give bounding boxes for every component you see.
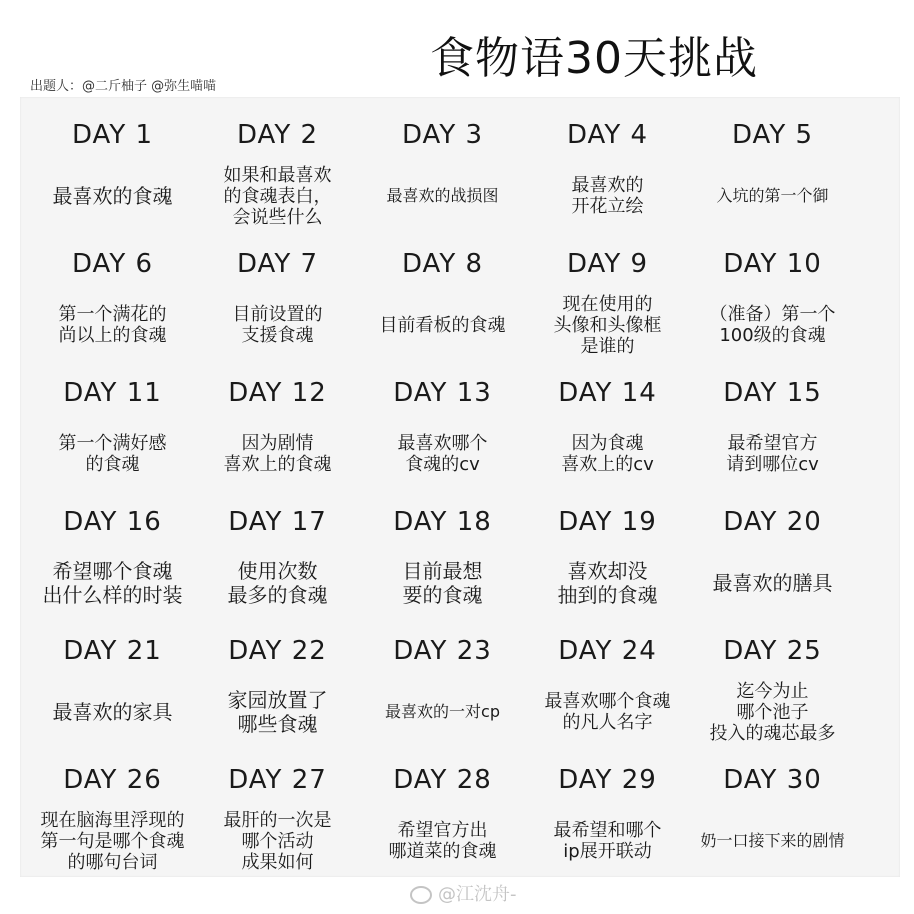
prompt-line: 最喜欢的	[571, 175, 644, 196]
day-cell	[360, 112, 525, 241]
day-cell	[525, 241, 690, 370]
prompt-line: 现在使用的	[562, 293, 653, 315]
day-cell	[690, 757, 855, 886]
prompt-line: 希望哪个食魂	[52, 559, 173, 583]
day-prompt	[34, 160, 191, 232]
prompt-line: 成果如何	[241, 851, 314, 873]
day-label: DAY 13	[393, 378, 492, 408]
day-prompt	[529, 160, 686, 232]
prompt-line: 奶一口接下来的剧情	[700, 831, 845, 850]
prompt-line: 喜欢上的食魂	[223, 454, 332, 475]
prompt-line: 最多的食魂	[227, 583, 328, 607]
day-label: DAY 19	[558, 507, 657, 537]
day-prompt	[34, 418, 191, 490]
prompt-line: ip展开联动	[563, 841, 652, 862]
prompt-line: 目前看板的食魂	[379, 314, 506, 336]
prompt-line: 哪道菜的食魂	[388, 841, 497, 862]
weibo-icon	[410, 886, 432, 904]
prompt-line: 最喜欢哪个食魂	[544, 691, 671, 712]
day-cell	[360, 499, 525, 628]
day-cell	[195, 628, 360, 757]
prompt-line: 哪个池子	[736, 701, 809, 723]
day-cell	[30, 757, 195, 886]
prompt-line: 请到哪位cv	[726, 454, 819, 475]
day-cell	[30, 241, 195, 370]
day-prompt	[199, 289, 356, 361]
prompt-line: 的哪句台词	[67, 851, 158, 873]
day-cell	[525, 628, 690, 757]
day-cell	[30, 628, 195, 757]
prompt-line: 哪个活动	[241, 830, 314, 852]
day-cell	[690, 628, 855, 757]
day-cell	[195, 370, 360, 499]
day-label: DAY 1	[71, 120, 154, 150]
day-label: DAY 16	[63, 507, 162, 537]
day-label: DAY 12	[228, 378, 327, 408]
day-label: DAY 25	[723, 636, 822, 666]
day-prompt	[364, 418, 521, 490]
day-cell	[30, 112, 195, 241]
prompt-line: （准备）第一个	[709, 304, 836, 325]
prompt-line: 最喜欢哪个	[397, 433, 488, 454]
prompt-line: 最喜欢的食魂	[52, 184, 173, 208]
day-cell	[360, 370, 525, 499]
day-label: DAY 20	[723, 507, 822, 537]
prompt-line: 目前最想	[402, 559, 483, 583]
day-prompt	[694, 160, 851, 232]
day-cell	[525, 112, 690, 241]
day-prompt	[34, 547, 191, 619]
day-prompt	[529, 547, 686, 619]
prompt-line: 尚以上的食魂	[58, 325, 167, 346]
prompt-line: 支援食魂	[241, 325, 314, 346]
day-label: DAY 15	[723, 378, 822, 408]
day-prompt	[529, 289, 686, 361]
prompt-line: 会说些什么	[232, 206, 323, 228]
day-cell	[690, 241, 855, 370]
day-cell	[195, 112, 360, 241]
day-label: DAY 5	[731, 120, 814, 150]
day-prompt	[199, 805, 356, 877]
day-prompt	[694, 805, 851, 877]
prompt-line: 食魂的cv	[405, 454, 480, 475]
day-cell	[525, 757, 690, 886]
day-cell	[690, 499, 855, 628]
prompt-line: 希望官方出	[397, 820, 488, 841]
day-prompt	[529, 676, 686, 748]
prompt-line: 入坑的第一个御	[716, 186, 829, 205]
day-prompt	[199, 547, 356, 619]
prompt-line: 目前设置的	[232, 304, 323, 325]
prompt-line: 最希望官方	[727, 433, 818, 454]
prompt-line: 因为食魂	[571, 433, 644, 454]
prompt-line: 第一个满好感	[58, 433, 167, 454]
day-prompt	[34, 676, 191, 748]
day-label: DAY 26	[63, 765, 162, 795]
day-prompt	[364, 160, 521, 232]
day-label: DAY 17	[228, 507, 327, 537]
day-cell	[30, 499, 195, 628]
prompt-line: 因为剧情	[241, 433, 314, 454]
prompt-line: 哪些食魂	[237, 712, 318, 736]
prompt-line: 是谁的	[580, 335, 635, 357]
challenge-grid	[30, 112, 855, 886]
day-cell	[360, 241, 525, 370]
prompt-line: 喜欢上的cv	[561, 454, 654, 475]
day-label: DAY 11	[63, 378, 162, 408]
prompt-line: 100级的食魂	[719, 325, 826, 346]
day-label: DAY 22	[228, 636, 327, 666]
page-title: 食物语30天挑战	[430, 33, 758, 84]
day-prompt	[199, 418, 356, 490]
day-prompt	[694, 547, 851, 619]
day-label: DAY 10	[723, 249, 822, 279]
prompt-line: 现在脑海里浮现的	[40, 809, 185, 831]
day-prompt	[199, 160, 356, 232]
day-label: DAY 30	[723, 765, 822, 795]
day-prompt	[34, 805, 191, 877]
day-cell	[195, 241, 360, 370]
prompt-line: 第一个满花的	[58, 304, 167, 325]
day-label: DAY 24	[558, 636, 657, 666]
weibo-watermark	[410, 880, 517, 906]
day-cell	[690, 370, 855, 499]
prompt-line: 第一句是哪个食魂	[40, 830, 185, 852]
day-label: DAY 14	[558, 378, 657, 408]
prompt-line: 的食魂	[85, 454, 140, 475]
day-label: DAY 6	[71, 249, 154, 279]
day-cell	[195, 499, 360, 628]
day-prompt	[199, 676, 356, 748]
prompt-line: 头像和头像框	[553, 314, 662, 336]
prompt-line: 如果和最喜欢	[223, 164, 332, 186]
watermark-text: @江沈舟-	[438, 884, 517, 905]
prompt-line: 要的食魂	[402, 583, 483, 607]
prompt-line: 开花立绘	[571, 196, 644, 217]
prompt-line: 最喜欢的膳具	[712, 571, 833, 595]
day-label: DAY 18	[393, 507, 492, 537]
prompt-line: 喜欢却没	[567, 559, 648, 583]
day-label: DAY 23	[393, 636, 492, 666]
day-prompt	[364, 805, 521, 877]
day-prompt	[364, 289, 521, 361]
prompt-line: 最喜欢的家具	[52, 700, 173, 724]
prompt-line: 出什么样的时装	[42, 583, 183, 607]
day-cell	[30, 370, 195, 499]
day-label: DAY 8	[401, 249, 484, 279]
prompt-line: 抽到的食魂	[557, 583, 658, 607]
prompt-line: 投入的魂芯最多	[709, 722, 836, 744]
day-prompt	[694, 289, 851, 361]
prompt-line: 的凡人名字	[562, 712, 653, 733]
day-label: DAY 9	[566, 249, 649, 279]
prompt-line: 最肝的一次是	[223, 809, 332, 831]
day-label: DAY 4	[566, 120, 649, 150]
day-prompt	[364, 676, 521, 748]
day-cell	[360, 628, 525, 757]
prompt-line: 最喜欢的战损图	[386, 186, 499, 205]
day-label: DAY 27	[228, 765, 327, 795]
day-label: DAY 7	[236, 249, 319, 279]
prompt-line: 迄今为止	[736, 680, 809, 702]
day-prompt	[364, 547, 521, 619]
day-label: DAY 2	[236, 120, 319, 150]
day-cell	[690, 112, 855, 241]
day-prompt	[694, 676, 851, 748]
day-cell	[525, 499, 690, 628]
day-label: DAY 3	[401, 120, 484, 150]
day-label: DAY 28	[393, 765, 492, 795]
prompt-line: 最希望和哪个	[553, 820, 662, 841]
day-prompt	[694, 418, 851, 490]
prompt-line: 家园放置了	[227, 688, 328, 712]
prompt-line: 的食魂表白，	[223, 185, 332, 207]
day-prompt	[34, 289, 191, 361]
day-cell	[195, 757, 360, 886]
day-cell	[360, 757, 525, 886]
day-prompt	[529, 805, 686, 877]
author-credit: 出题人：@二斤柚子 @弥生喵喵	[30, 79, 217, 94]
prompt-line: 最喜欢的一对cp	[385, 702, 500, 721]
day-label: DAY 29	[558, 765, 657, 795]
prompt-line: 使用次数	[237, 559, 318, 583]
day-prompt	[529, 418, 686, 490]
day-label: DAY 21	[63, 636, 162, 666]
day-cell	[525, 370, 690, 499]
